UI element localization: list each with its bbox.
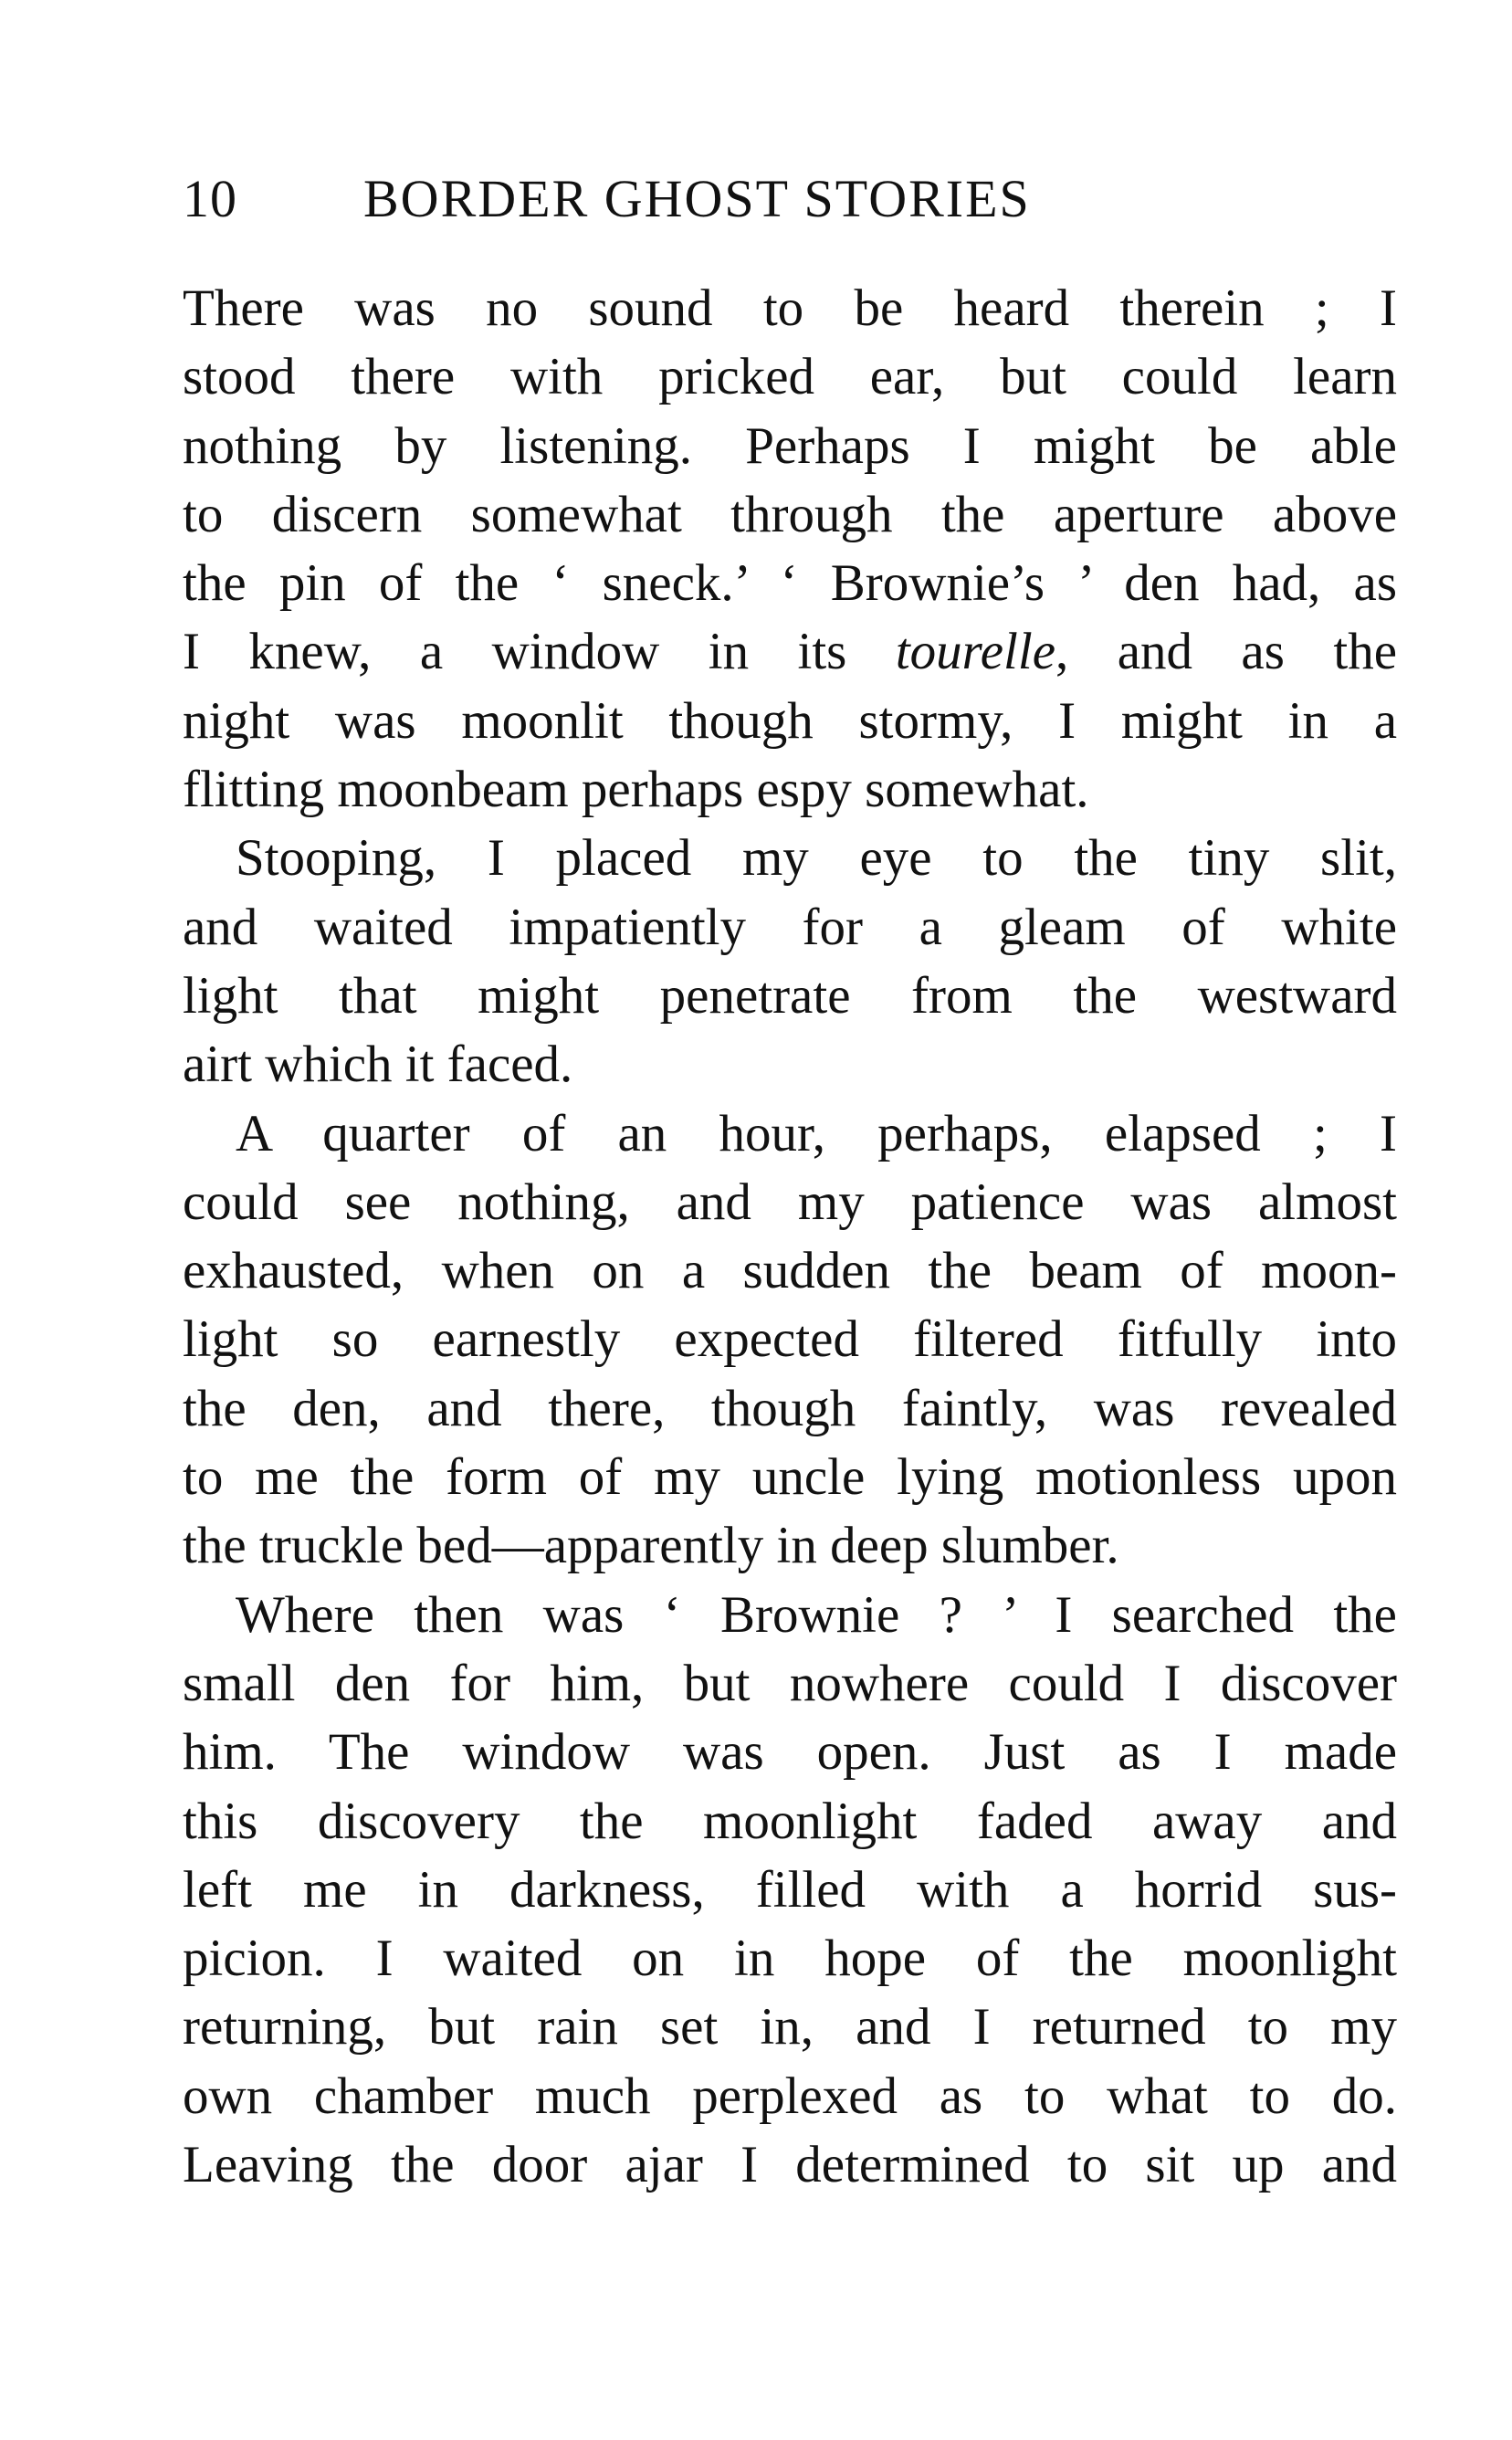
text-line: Stooping, I placed my eye to the tiny slit,	[236, 829, 1397, 888]
paragraph	[183, 1581, 1397, 2200]
paragraph	[183, 274, 1397, 824]
text-line: flitting moonbeam perhaps espy somewhat.	[183, 761, 1089, 819]
running-head	[183, 163, 1397, 236]
page-number: 10	[183, 169, 237, 228]
text-line: and waited impatiently for a gleam of white	[183, 898, 1397, 956]
text-line: the den, and there, though faintly, was revealed	[183, 1379, 1397, 1437]
text-line: stood there with pricked ear, but could learn	[183, 348, 1397, 406]
text-line: night was moonlit though stormy, I might in a	[183, 691, 1397, 750]
text-run: , and as the	[1055, 623, 1397, 681]
text-line: exhausted, when on a sudden the beam of moon-	[183, 1242, 1397, 1300]
italic-word: tourelle	[895, 623, 1055, 681]
text-line: own chamber much perplexed as to what to do.	[183, 2067, 1397, 2125]
text-line-with-italic	[183, 617, 1397, 686]
text-line: left me in darkness, filled with a horrid sus-	[183, 1860, 1397, 1919]
text-line: returning, but rain set in, and I returned to my	[183, 1998, 1397, 2056]
text-line: small den for him, but nowhere could I discover	[183, 1654, 1397, 1712]
text-line: A quarter of an hour, perhaps, elapsed ; I	[236, 1104, 1397, 1162]
text-line: nothing by listening. Perhaps I might be able	[183, 416, 1397, 475]
text-line: picion. I waited on in hope of the moonlight	[183, 1930, 1397, 1988]
text-line: to me the form of my uncle lying motionless upon	[183, 1448, 1397, 1507]
text-line: to discern somewhat through the aperture above	[183, 485, 1397, 543]
text-line: him. The window was open. Just as I made	[183, 1723, 1397, 1782]
text-line: Leaving the door ajar I determined to sit up and	[183, 2136, 1397, 2194]
text-line: this discovery the moonlight faded away and	[183, 1792, 1397, 1850]
text-line: Where then was ‘ Brownie ? ’ I searched the	[236, 1585, 1397, 1644]
text-line: the pin of the ‘ sneck.’ ‘ Brownie’s ’ den had, as	[183, 554, 1397, 613]
text-line: airt which it faced.	[183, 1036, 573, 1094]
body-text	[183, 274, 1397, 2199]
text-line: could see nothing, and my patience was almost	[183, 1173, 1397, 1231]
paragraph	[183, 824, 1397, 1099]
text-line: light that might penetrate from the westward	[183, 966, 1397, 1025]
text-run: I knew, a window in its	[183, 623, 896, 681]
text-line: There was no sound to be heard therein ; I	[183, 279, 1397, 337]
paragraph	[183, 1099, 1397, 1581]
text-line: light so earnestly expected filtered fitfully into	[183, 1310, 1397, 1369]
running-title: BORDER GHOST STORIES	[363, 169, 1031, 228]
text-line: the truckle bed—apparently in deep slumber.	[183, 1517, 1119, 1575]
